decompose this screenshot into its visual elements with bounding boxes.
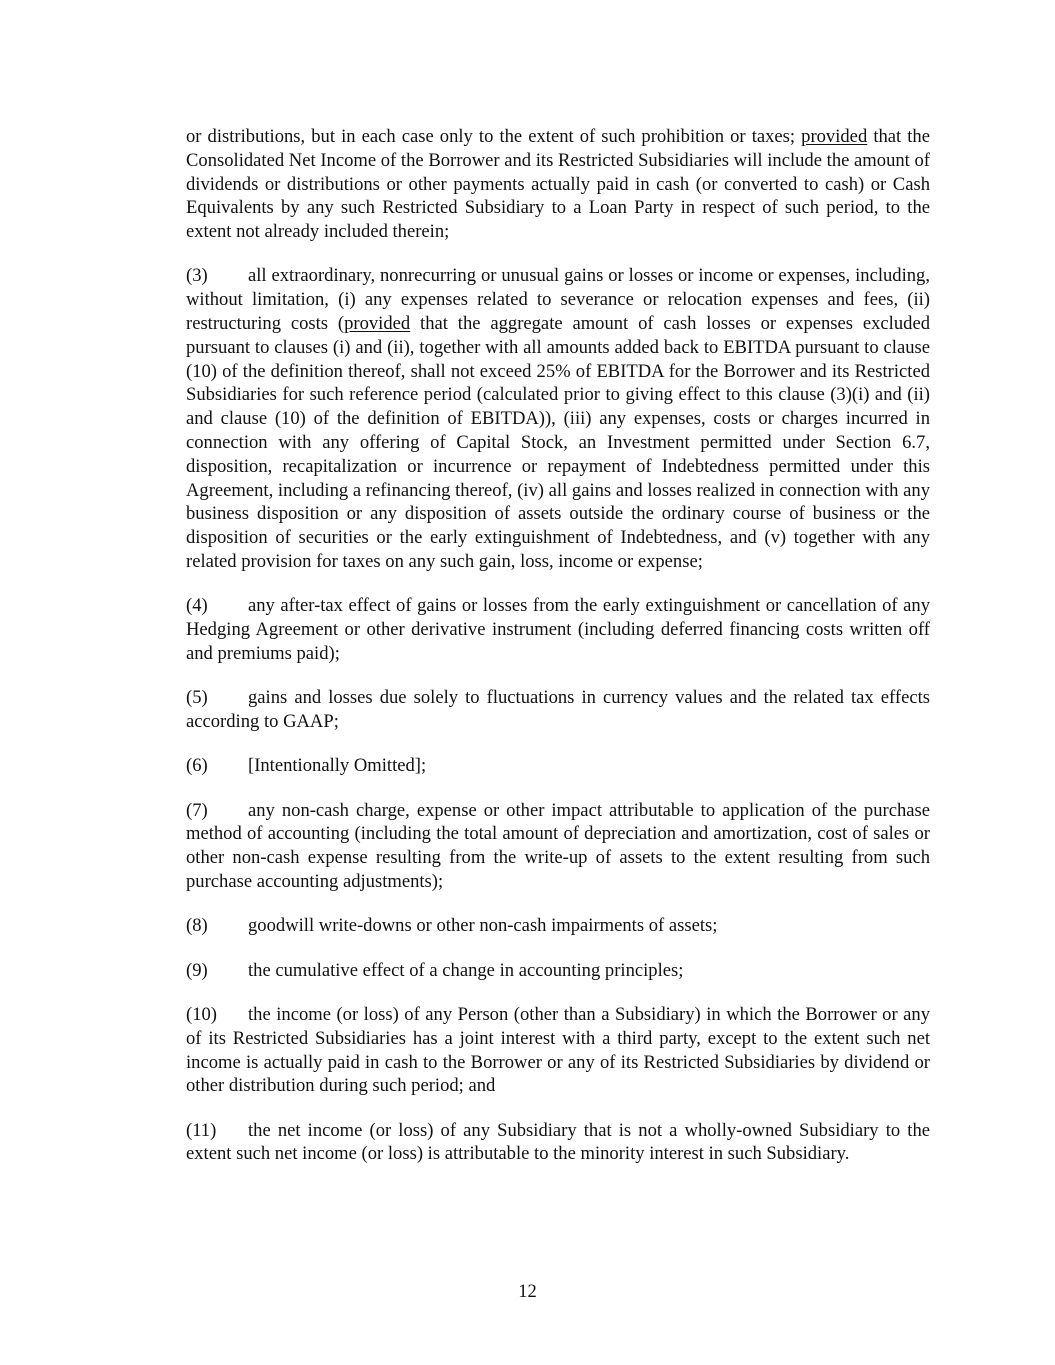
clause-number: (11) — [186, 1119, 217, 1141]
intro-paragraph — [186, 125, 930, 244]
clause-3 — [186, 264, 930, 573]
intro-text-a: or distributions, but in each case only to the extent of such prohibition or taxes; — [186, 126, 802, 147]
clause-text: [Intentionally Omitted]; — [248, 755, 427, 777]
clause-text: goodwill write-downs or other non-cash impairments of assets; — [248, 915, 718, 937]
clause-number: (5) — [186, 687, 208, 709]
clause-number: (7) — [186, 799, 208, 821]
clause-11 — [186, 1119, 930, 1167]
clause-text: any after-tax effect of gains or losses from the early extinguishment or cancellation of any Hedging Agreement or other derivative instrument (including deferred financing costs written off and premiums paid); — [186, 595, 930, 664]
clause-text: any non-cash charge, expense or other impact attributable to application of the purchase method of accounting (including the total amount of depreciation and amortization, cost of sales or other non-cash expense resulting from the write-up of assets to the extent resulting from such purchase accounting adjustments); — [186, 799, 930, 893]
clause-6 — [186, 754, 930, 778]
clause-number: (10) — [186, 1003, 217, 1025]
clause-text: the cumulative effect of a change in accounting principles; — [248, 959, 684, 981]
provided-term: provided — [801, 126, 868, 147]
clause-text: the income (or loss) of any Person (other than a Subsidiary) in which the Borrower or any of its Restricted Subsidiaries has a joint interest with a third party, except to the extent such net income is actually paid in cash to the Borrower or any of its Restricted Subsidiaries by dividend or other distribution during such period; and — [186, 1003, 930, 1097]
clause-9 — [186, 959, 930, 983]
page-number: 12 — [518, 1281, 537, 1302]
clause-3-text-b: that the aggregate amount of cash losses or expenses excluded pursuant to clauses (i) and (ii), together with all amounts added back to EBITDA pursuant to clause (10) of the definition thereof, shall not exceed 25% of EBITDA for the Borrower and its Restricted Subsidiaries for such reference period (calculated prior to giving effect to this clause (3)(i) and (ii) and clause (10) of the definition of EBITDA)), (iii) any expenses, costs or charges incurred in connection with any offering of Capital Stock, an Investment permitted under Section 6.7, disposition, recapitalization or incurrence or repayment of Indebtedness permitted under this Agreement, including a refinancing thereof, (iv) all gains and losses realized in connection with any business disposition or any disposition of assets outside the ordinary course of business or the disposition of securities or the early extinguishment of Indebtedness, and (v) together with any related provision for taxes on any such gain, loss, income or expense; — [186, 313, 930, 573]
clause-text: the net income (or loss) of any Subsidiary that is not a wholly-owned Subsidiary to the extent such net income (or loss) is attributable to the minority interest in such Subsidiary. — [186, 1119, 930, 1165]
clause-4 — [186, 594, 930, 665]
clause-number: (9) — [186, 959, 208, 981]
document-body — [186, 125, 930, 1187]
clause-number: (6) — [186, 755, 208, 777]
clause-number: (3) — [186, 265, 208, 287]
clause-text: gains and losses due solely to fluctuations in currency values and the related tax effects according to GAAP; — [186, 687, 930, 733]
clause-5 — [186, 686, 930, 734]
clause-number: (8) — [186, 915, 208, 937]
clause-10 — [186, 1003, 930, 1098]
clause-3-text-a: all extraordinary, nonrecurring or unusual gains or losses or income or expenses, including, without limitation, (i) any expenses related to severance or relocation expenses and fees, (ii) restructuring costs ( — [186, 265, 930, 335]
clause-7 — [186, 799, 930, 894]
intro-text-b: that the Consolidated Net Income of the Borrower and its Restricted Subsidiaries will include the amount of dividends or distributions or other payments actually paid in cash (or converted to cash) or Cash Equivalents by any such Restricted Subsidiary to a Loan Party in respect of such period, to the extent not already included therein; — [186, 126, 930, 243]
clause-number: (4) — [186, 595, 208, 617]
provided-term: provided — [344, 313, 411, 335]
clause-8 — [186, 914, 930, 938]
